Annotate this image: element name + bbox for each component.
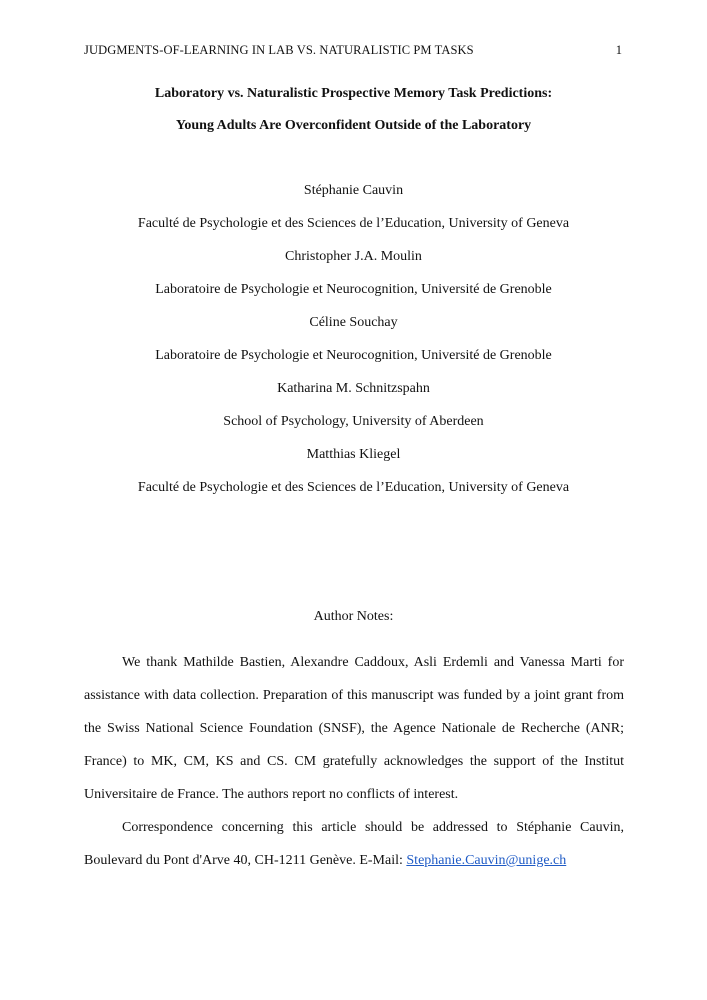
author-affiliation: Faculté de Psychologie et des Sciences de l’Education, University of Geneva	[137, 216, 570, 231]
running-head: JUDGMENTS-OF-LEARNING IN LAB VS. NATURALISTIC PM TASKS	[84, 43, 474, 57]
author-name: Matthias Kliegel	[306, 447, 401, 462]
author-block	[0, 182, 707, 512]
correspondence-text: Correspondence concerning this article should be addressed to Stéphanie Cauvin, Boulevard du Pont d'Arve 40, CH-1211 Genève. E-Mail:	[84, 820, 624, 868]
correspondence-paragraph	[84, 811, 624, 877]
author-affiliation: Laboratoire de Psychologie et Neurocognition, Université de Grenoble	[155, 348, 552, 363]
author-affiliation: Laboratoire de Psychologie et Neurocognition, Université de Grenoble	[155, 282, 552, 297]
author-notes-heading: Author Notes:	[313, 609, 394, 624]
author-name: Christopher J.A. Moulin	[285, 249, 422, 264]
author-name: Céline Souchay	[309, 315, 398, 330]
title-line-2: Young Adults Are Overconfident Outside of the Laboratory	[175, 118, 532, 133]
title-line-1: Laboratory vs. Naturalistic Prospective Memory Task Predictions:	[154, 86, 553, 101]
author-affiliation: Faculté de Psychologie et des Sciences de l’Education, University of Geneva	[137, 480, 570, 495]
page-number: 1	[615, 43, 622, 57]
email-link[interactable]: Stephanie.Cauvin@unige.ch	[406, 853, 567, 868]
author-name: Katharina M. Schnitzspahn	[277, 381, 430, 396]
author-affiliation: School of Psychology, University of Aberdeen	[223, 414, 484, 429]
author-name: Stéphanie Cauvin	[303, 183, 404, 198]
acknowledgements-paragraph: We thank Mathilde Bastien, Alexandre Caddoux, Asli Erdemli and Vanessa Marti for assistance with data collection. Preparation of this manuscript was funded by a joint grant from the Swiss National Science Foundation (SNSF), the Agence Nationale de Recherche (ANR; France) to MK, CM, KS and CS. CM gratefully acknowledges the support of the Institut Universitaire de France. The authors report no conflicts of interest.	[84, 655, 624, 802]
